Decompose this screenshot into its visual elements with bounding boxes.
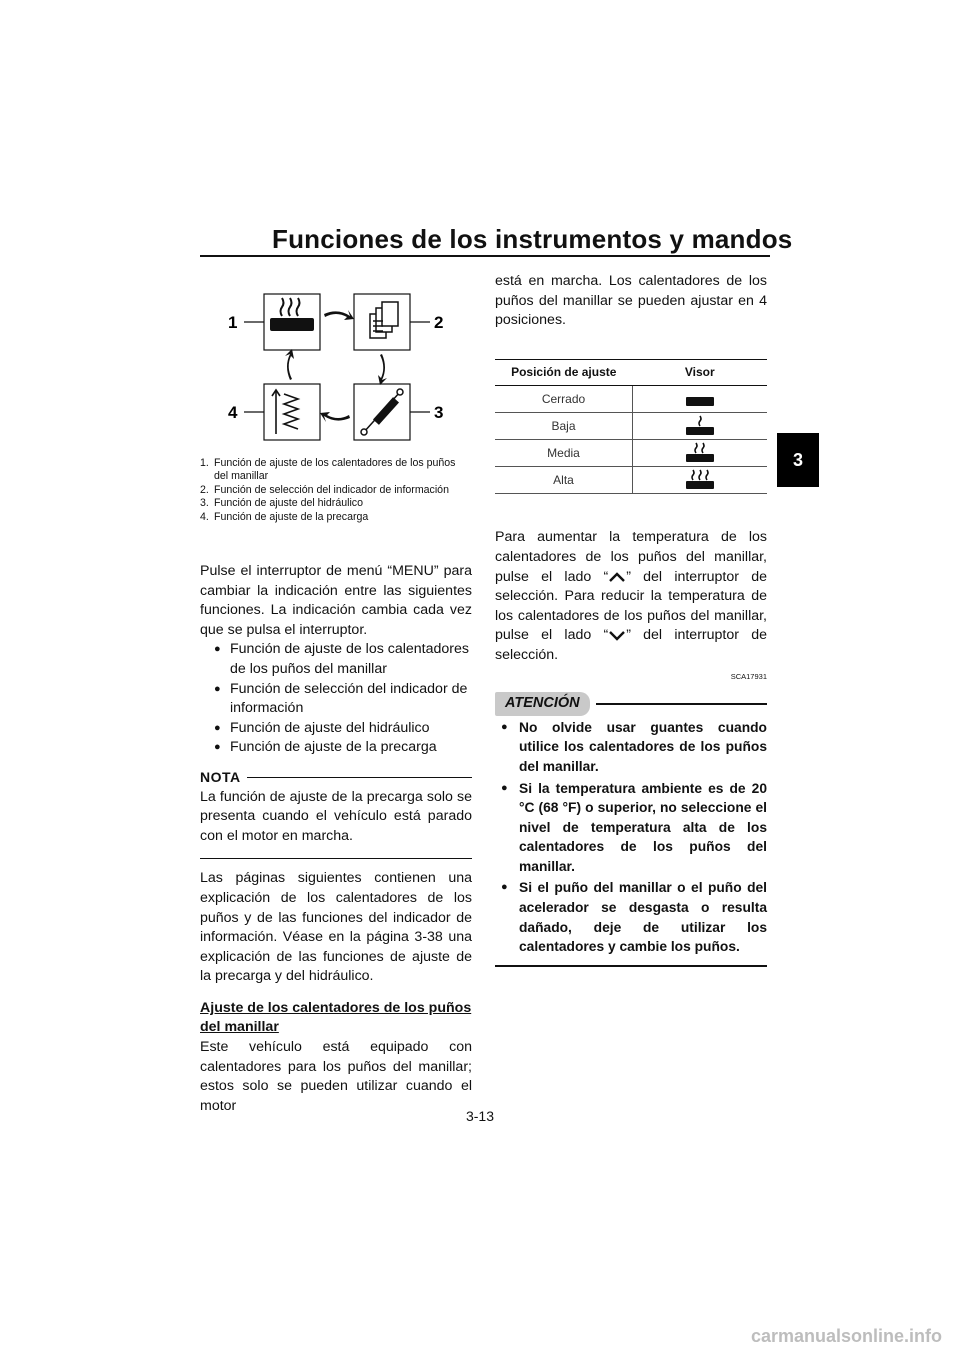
bullet-icon: ● [501, 781, 508, 794]
bullet-icon: ● [214, 741, 221, 754]
damper-icon [361, 389, 403, 435]
caption-text: Función de ajuste de los calentadores de los puños del manillar [214, 457, 456, 483]
table-row [495, 440, 767, 467]
table-row [495, 386, 767, 413]
grip-level-0-icon [683, 388, 717, 410]
caption-text: Función de ajuste del hidráulico [214, 497, 363, 510]
caption-item [200, 457, 472, 484]
caption-number: 1. [200, 457, 209, 469]
page-number: 3-13 [465, 1108, 495, 1124]
list-item-text: Función de ajuste de los calentadores de los puños del manillar [230, 641, 469, 677]
chevron-down-icon [608, 630, 626, 642]
attention-text: Si el puño del manillar o el puño del acelerador se desgasta o resulta dañado, deje de utilizar los calentadores y cambie los puños. [519, 880, 767, 955]
temperature-text-a: Para aumentar la temperatura de los calentadores de los puños del manillar, pulse el lado “ [495, 529, 767, 585]
title-rule [200, 255, 770, 257]
table-row [495, 467, 767, 494]
attention-text: No olvide usar guantes cuando utilice los calentadores de los puños del manillar. [519, 719, 767, 774]
left-column [200, 562, 472, 1116]
display-cell [633, 467, 768, 494]
list-item [214, 719, 472, 739]
heater-level-table [495, 359, 767, 495]
caption-text: Función de selección del indicador de información [214, 483, 449, 496]
temperature-paragraph [495, 528, 767, 665]
chapter-tab: 3 [777, 433, 819, 487]
caption-number: 4. [200, 510, 209, 523]
continuation-paragraph: está en marcha. Los calentadores de los puños del manillar se pueden ajustar en 4 posiciones. [495, 273, 767, 329]
figure-captions [200, 457, 472, 524]
column-header-display: Visor [633, 359, 768, 386]
position-cell: Media [495, 440, 633, 467]
grip-heater-icon [270, 298, 314, 331]
menu-cycle-figure [222, 288, 452, 444]
intro-paragraph: Pulse el interruptor de menú “MENU” para cambiar la indicación entre las siguientes funciones. La indicación cambia cada vez que se pulsa el interruptor. [200, 563, 472, 638]
watermark: carmanualsonline.info [750, 1326, 942, 1346]
position-cell: Cerrado [495, 386, 633, 413]
reference-code: SCA17931 [730, 671, 767, 681]
bullet-icon: ● [214, 682, 221, 695]
list-item [214, 680, 472, 719]
callout-3: 3 [434, 403, 444, 422]
section-subheading: Ajuste de los calentadores de los puños del manillar [200, 999, 472, 1036]
explanation-paragraph: Las páginas siguientes contienen una explicación de los calentadores de los puños y de las funciones del indicador de información. Véase en la página 3-38 una explicación de las funciones de ajuste de la precarga y del hidráulico. [200, 870, 472, 985]
display-cell [633, 386, 768, 413]
column-header-position: Posición de ajuste [495, 359, 633, 386]
bullet-icon: ● [501, 720, 508, 733]
attention-heading [495, 692, 767, 716]
bullet-icon: ● [214, 721, 221, 734]
page-title: Funciones de los instrumentos y mandos [272, 224, 793, 254]
callout-1: 1 [228, 313, 238, 332]
list-item-text: Función de ajuste de la precarga [230, 739, 437, 756]
note-text: La función de ajuste de la precarga solo se presenta cuando el vehículo está parado con el motor en marcha. [200, 788, 472, 844]
temperature-text-c: ” del interruptor de selección. [495, 627, 767, 663]
grip-level-1-icon [683, 415, 717, 437]
grip-level-3-icon [683, 469, 717, 491]
table-row [495, 413, 767, 440]
callout-2: 2 [434, 313, 444, 332]
chevron-up-icon [608, 571, 626, 583]
attention-list [495, 718, 767, 957]
display-cell [633, 413, 768, 440]
right-column [495, 272, 767, 967]
heater-paragraph: Este vehículo está equipado con calentadores para los puños del manillar; estos solo se pueden utilizar cuando el motor [200, 1039, 472, 1114]
attention-item [501, 779, 767, 877]
note-label: NOTA [200, 768, 241, 785]
caption-item [200, 484, 472, 497]
attention-end-rule [495, 965, 767, 967]
display-cell [633, 440, 768, 467]
table-header-row [495, 359, 767, 386]
caption-number: 3. [200, 497, 209, 510]
attention-rule [596, 703, 767, 705]
attention-text: Si la temperatura ambiente es de 20 °C (68 °F) o superior, no seleccione el nivel de temperatura alta de los calentadores de los puños del manillar. [519, 780, 767, 874]
caption-number: 2. [200, 483, 209, 496]
bullet-icon: ● [501, 881, 508, 894]
position-cell: Baja [495, 413, 633, 440]
note-end-rule [200, 858, 472, 859]
temperature-text-b: ” del interruptor de selección. Para reducir la temperatura de los calentadores de los puños del manillar, pulse el lado “ [495, 568, 767, 644]
caption-text: Función de ajuste de la precarga [214, 510, 369, 523]
list-item-text: Función de ajuste del hidráulico [230, 719, 430, 736]
grip-level-2-icon [683, 442, 717, 464]
callout-4: 4 [228, 403, 238, 422]
bullet-icon: ● [214, 643, 221, 656]
attention-label: ATENCIÓN [495, 692, 590, 716]
caption-item [200, 511, 472, 524]
note-rule [247, 777, 472, 778]
attention-item [501, 718, 767, 777]
note-heading [200, 768, 472, 788]
position-cell: Alta [495, 467, 633, 494]
preload-spring-icon [272, 390, 298, 434]
list-item [214, 738, 472, 758]
info-display-icon [370, 302, 398, 338]
attention-item [501, 878, 767, 956]
list-item-text: Función de selección del indicador de información [230, 680, 468, 717]
list-item [214, 640, 472, 679]
caption-item [200, 497, 472, 510]
